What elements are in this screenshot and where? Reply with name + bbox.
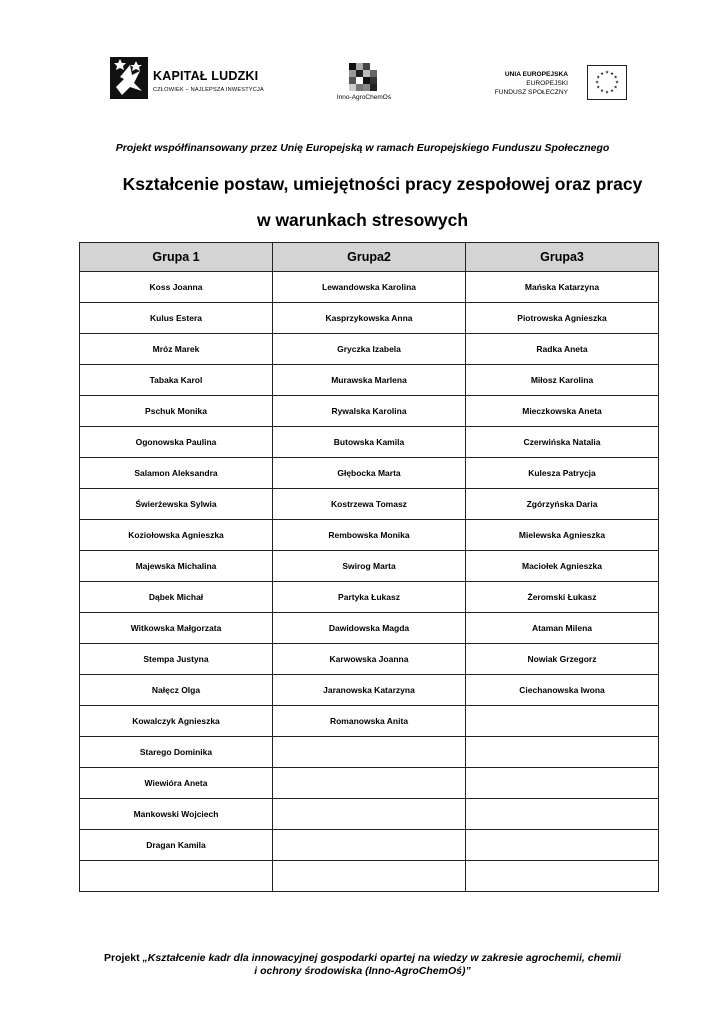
table-cell-group1: Nałęcz Olga (80, 675, 273, 706)
table-cell-group2: Romanowska Anita (273, 706, 466, 737)
table-cell-group1: Starego Dominika (80, 737, 273, 768)
kapital-ludzki-logo (110, 57, 270, 101)
table-cell-group3: Mielewska Agnieszka (466, 520, 659, 551)
table-cell-group2: Murawska Marlena (273, 365, 466, 396)
table-cell-group2: Głębocka Marta (273, 458, 466, 489)
table-row (80, 334, 659, 365)
table-cell-group1: Kowalczyk Agnieszka (80, 706, 273, 737)
table-cell-group1: Witkowska Małgorzata (80, 613, 273, 644)
table-cell-group2 (273, 861, 466, 892)
table-row (80, 675, 659, 706)
table-cell-group3 (466, 768, 659, 799)
cofinancing-note: Projekt współfinansowany przez Unię Europejską w ramach Europejskiego Funduszu Społecznego (115, 142, 610, 154)
inno-agrochemos-label: Inno-AgroChemOś (336, 94, 392, 101)
kapital-ludzki-subtitle: CZŁOWIEK – NAJLEPSZA INWESTYCJA (153, 87, 264, 93)
table-cell-group1: Mróz Marek (80, 334, 273, 365)
svg-text:★: ★ (609, 71, 615, 77)
table-cell-group3: Radka Aneta (466, 334, 659, 365)
svg-text:★: ★ (613, 75, 618, 81)
table-cell-group2 (273, 830, 466, 861)
table-cell-group1: Ogonowska Paulina (80, 427, 273, 458)
header-group3: Grupa3 (466, 243, 659, 272)
svg-text:★: ★ (596, 75, 601, 81)
svg-text:★: ★ (609, 89, 615, 95)
table-cell-group2: Swirog Marta (273, 551, 466, 582)
eu-line2: EUROPEJSKI (526, 80, 568, 87)
table-row (80, 613, 659, 644)
eu-line3: FUNDUSZ SPOŁECZNY (494, 89, 568, 96)
table-cell-group3 (466, 737, 659, 768)
table-cell-group3: Mańska Katarzyna (466, 272, 659, 303)
footer-prefix: Projekt (103, 952, 143, 964)
table-row (80, 737, 659, 768)
table-cell-group3: Zgórzyńska Daria (466, 489, 659, 520)
table-cell-group2: Partyka Łukasz (273, 582, 466, 613)
table-row (80, 706, 659, 737)
svg-text:★: ★ (604, 90, 610, 96)
table-cell-group2: Kostrzewa Tomasz (273, 489, 466, 520)
table-cell-group3 (466, 861, 659, 892)
table-cell-group3: Ataman Milena (466, 613, 659, 644)
table-cell-group3 (466, 706, 659, 737)
footer-line1 (0, 952, 725, 965)
table-cell-group3: Piotrowska Agnieszka (466, 303, 659, 334)
table-row (80, 861, 659, 892)
table-header-row (80, 243, 659, 272)
inno-pixel-grid-icon (349, 63, 377, 91)
table-cell-group1 (80, 861, 273, 892)
table-cell-group3: Miłosz Karolina (466, 365, 659, 396)
kapital-ludzki-emblem-icon (110, 57, 148, 99)
table-cell-group3: Ciechanowska Iwona (466, 675, 659, 706)
svg-text:★: ★ (599, 71, 605, 77)
table-cell-group1: Majewska Michalina (80, 551, 273, 582)
table-cell-group1: Tabaka Karol (80, 365, 273, 396)
table-row (80, 830, 659, 861)
footer-title-part1: „Kształcenie kadr dla innowacyjnej gospodarki opartej na wiedzy w zakresie agrochemii, chemii (142, 952, 621, 964)
table-row (80, 303, 659, 334)
table-cell-group2: Gryczka Izabela (273, 334, 466, 365)
table-cell-group2 (273, 799, 466, 830)
table-row (80, 489, 659, 520)
table-cell-group3: Mieczkowska Aneta (466, 396, 659, 427)
inno-agrochemos-logo (327, 63, 401, 103)
svg-text:★: ★ (614, 80, 620, 86)
table-cell-group2 (273, 737, 466, 768)
svg-text:★: ★ (613, 85, 618, 91)
table-row (80, 365, 659, 396)
table-cell-group3: Nowiak Grzegorz (466, 644, 659, 675)
table-cell-group3: Maciołek Agnieszka (466, 551, 659, 582)
table-cell-group1: Dąbek Michał (80, 582, 273, 613)
table-row (80, 458, 659, 489)
table-row (80, 272, 659, 303)
svg-text:★: ★ (594, 80, 600, 86)
table-cell-group3: Żeromski Łukasz (466, 582, 659, 613)
eu-line1: UNIA EUROPEJSKA (504, 71, 568, 78)
table-row (80, 799, 659, 830)
table-row (80, 520, 659, 551)
table-cell-group1: Koziołowska Agnieszka (80, 520, 273, 551)
header-group1: Grupa 1 (80, 243, 273, 272)
table-cell-group2: Rywalska Karolina (273, 396, 466, 427)
table-cell-group1: Koss Joanna (80, 272, 273, 303)
svg-text:★: ★ (599, 89, 605, 95)
table-cell-group3: Kulesza Patrycja (466, 458, 659, 489)
groups-table (79, 242, 659, 892)
table-row (80, 644, 659, 675)
table-cell-group2: Kasprzykowska Anna (273, 303, 466, 334)
table-cell-group1: Pschuk Monika (80, 396, 273, 427)
table-cell-group1: Stempa Justyna (80, 644, 273, 675)
header-group2: Grupa2 (273, 243, 466, 272)
eu-text (488, 70, 568, 97)
table-cell-group2: Jaranowska Katarzyna (273, 675, 466, 706)
table-row (80, 396, 659, 427)
table-cell-group3: Czerwińska Natalia (466, 427, 659, 458)
svg-text:★: ★ (604, 70, 610, 76)
table-cell-group1: Wiewióra Aneta (80, 768, 273, 799)
table-cell-group2: Karwowska Joanna (273, 644, 466, 675)
table-cell-group2: Dawidowska Magda (273, 613, 466, 644)
table-row (80, 551, 659, 582)
table-cell-group1: Dragan Kamila (80, 830, 273, 861)
table-cell-group3 (466, 799, 659, 830)
eu-flag-icon (587, 65, 627, 100)
eu-logo (488, 65, 630, 101)
table-cell-group3 (466, 830, 659, 861)
kapital-ludzki-title: KAPITAŁ LUDZKI (153, 69, 259, 83)
table-cell-group2: Rembowska Monika (273, 520, 466, 551)
page-title-line1: Kształcenie postaw, umiejętności pracy zespołowej oraz pracy (122, 174, 643, 194)
page-title-line2: w warunkach stresowych (256, 210, 469, 230)
footer-note (0, 952, 725, 978)
table-cell-group1: Salamon Aleksandra (80, 458, 273, 489)
svg-text:★: ★ (596, 85, 601, 91)
table-cell-group2 (273, 768, 466, 799)
table-cell-group2: Butowska Kamila (273, 427, 466, 458)
table-row (80, 768, 659, 799)
table-cell-group1: Kulus Estera (80, 303, 273, 334)
table-row (80, 427, 659, 458)
footer-line2: i ochrony środowiska (Inno-AgroChemOś)” (254, 965, 471, 977)
table-cell-group2: Lewandowska Karolina (273, 272, 466, 303)
table-row (80, 582, 659, 613)
table-cell-group1: Świerżewska Sylwia (80, 489, 273, 520)
table-cell-group1: Mankowski Wojciech (80, 799, 273, 830)
